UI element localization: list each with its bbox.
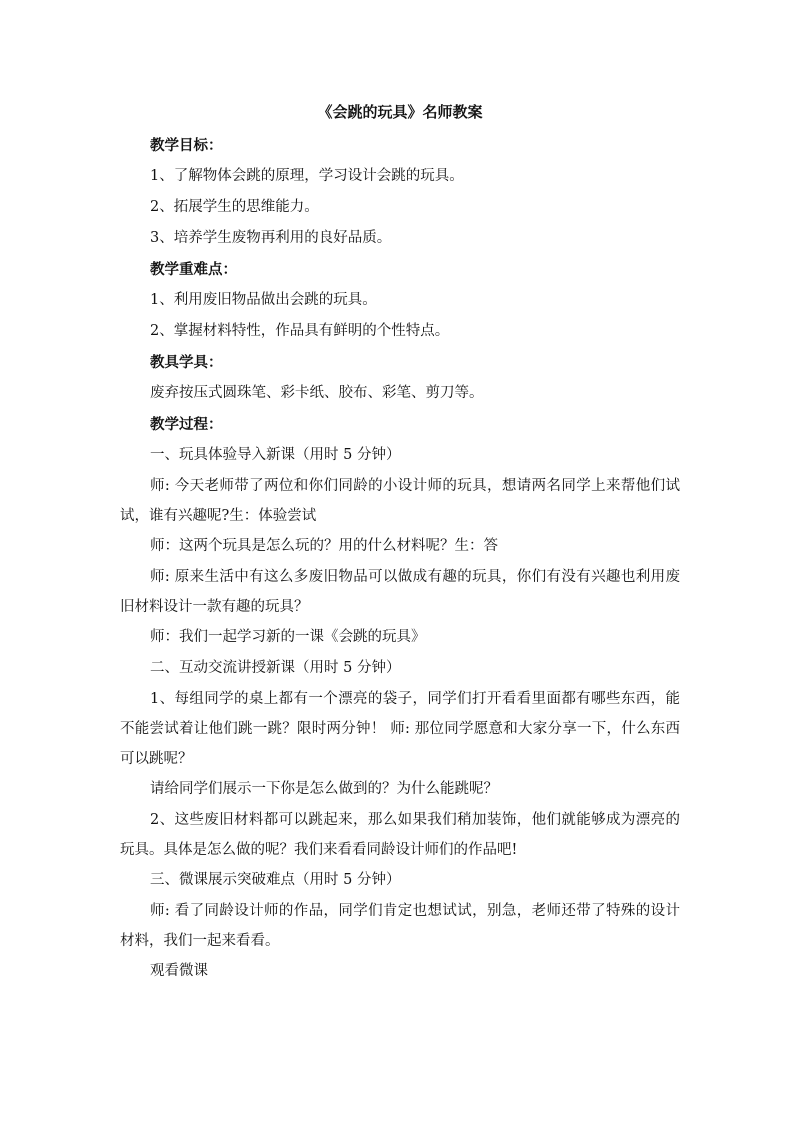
section-heading-process: 教学过程： [150,416,223,433]
key-point-item: 1、利用废旧物品做出会跳的玩具。 [150,292,377,308]
process-step-heading: 二、互动交流讲授新课（用时 5 分钟） [150,660,401,676]
materials-text: 废弃按压式圆珠笔、彩卡纸、胶布、彩笔、剪刀等。 [150,385,484,401]
process-step-heading: 一、玩具体验导入新课（用时 5 分钟） [150,447,401,463]
process-paragraph: 1、每组同学的桌上都有一个漂亮的袋子，同学们打开看看里面都有哪些东西，能不能尝试着让他们跳一跳？限时两分钟！ 师: 那位同学愿意和大家分享一下，什么东西可以跳呢？ [120,691,680,767]
goal-item: 3、培养学生废物再利用的良好品质。 [150,230,392,246]
document-title: 《会跳的玩具》名师教案 [317,103,483,121]
process-paragraph: 师: 看了同龄设计师的作品，同学们肯定也想试试，别急，老师还带了特殊的设计材料，我们一起来看看。 [120,903,680,949]
process-paragraph: 观看微课 [150,963,208,979]
section-heading-key-points: 教学重难点： [150,261,237,278]
key-point-item: 2、掌握材料特性，作品具有鲜明的个性特点。 [150,323,450,339]
process-paragraph: 师：这两个玩具是怎么玩的？用的什么材料呢？生：答 [150,538,498,554]
process-step-heading: 三、微课展示突破难点（用时 5 分钟） [150,872,401,888]
process-paragraph: 2、这些废旧材料都可以跳起来，那么如果我们稍加装饰，他们就能够成为漂亮的玩具。具体是怎么做的呢？我们来看看同龄设计师们的作品吧! [120,812,680,858]
section-heading-goals: 教学目标： [150,137,223,154]
process-paragraph: 请给同学们展示一下你是怎么做到的？为什么能跳呢？ [150,781,498,797]
process-paragraph: 师: 今天老师带了两位和你们同龄的小设计师的玩具，想请两名同学上来帮他们试试，谁有兴趣呢?生：体验尝试 [120,478,680,524]
section-heading-materials: 教具学具： [150,354,223,371]
goal-item: 1、了解物体会跳的原理，学习设计会跳的玩具。 [150,168,464,184]
goal-item: 2、拓展学生的思维能力。 [150,199,319,215]
process-paragraph: 师：我们一起学习新的一课《会跳的玩具》 [150,629,426,645]
lesson-plan-page [120,100,680,987]
process-paragraph: 师: 原来生活中有这么多废旧物品可以做成有趣的玩具，你们有没有兴趣也利用废旧材料设计一款有趣的玩具？ [120,569,680,615]
